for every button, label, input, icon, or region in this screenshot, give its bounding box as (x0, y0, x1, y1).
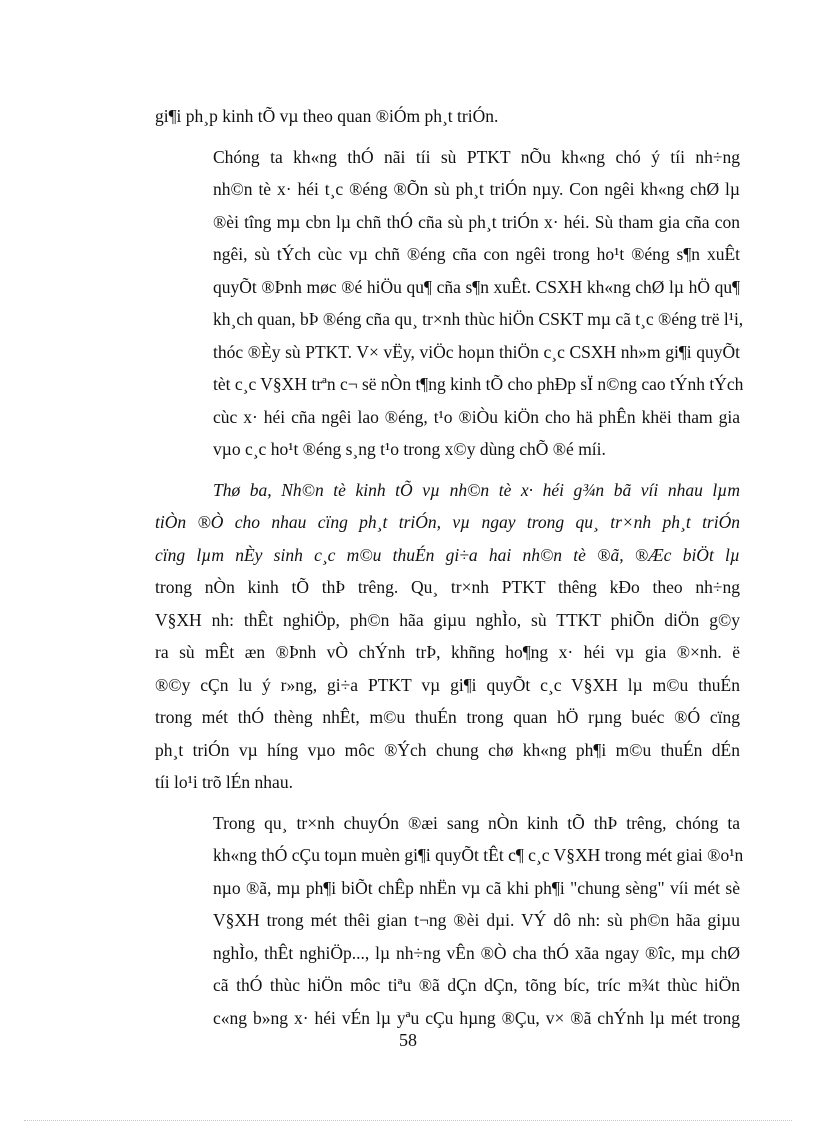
text-line: tèt c¸c V§XH trªn c¬ së nÒn t¶ng kinh tÕ cho phÐp sÏ n©ng cao tÝnh tÝch (213, 374, 744, 394)
text-line: c«ng b»ng x· héi vÉn lµ yªu cÇu hµng ®Çu, v× ®ã chÝnh lµ mét trong (213, 1007, 740, 1028)
text-line: ®èi tîng mµ cbn lµ chñ thÓ cña sù ph¸t triÓn x· héi. Sù tham gia cña con (213, 211, 740, 232)
text-line: quyÕt ®Þnh møc ®é hiÖu qu¶ cña s¶n xuÊt. CSXH kh«ng chØ lµ hÖ qu¶ (213, 276, 740, 297)
text-line: vµo c¸c ho¹t ®éng s¸ng t¹o trong x©y dùng chÕ ®é míi. (213, 439, 606, 459)
text-line: ngêi, sù tÝch cùc vµ chñ ®éng cña con ngêi trong ho¹t ®éng s¶n xuÊt (213, 244, 740, 264)
text-line: tíi lo¹i trõ lÉn nhau. (155, 772, 293, 792)
text-line: trong mét thÓ thèng nhÊt, m©u thuÉn trong quan hÖ rµng buéc ®Ó cïng (155, 707, 740, 727)
text-line: nghÌo, thÊt nghiÖp..., lµ nh÷ng vÊn ®Ò cha thÓ xãa ngay ®îc, mµ chØ (213, 942, 740, 963)
text-line: ph¸t triÓn vµ híng vµo môc ®Ých chung chø kh«ng ph¶i m©u thuÉn dÉn (155, 739, 740, 760)
paragraph-4 (155, 807, 744, 1035)
paragraph-2 (155, 141, 744, 466)
text-line: nh©n tè x· héi t¸c ®éng ®Õn sù ph¸t triÓn nµy. Con ngêi kh«ng chØ lµ (213, 179, 740, 199)
text-line: cã thÓ thùc hiÖn môc tiªu ®ã dÇn dÇn, tõng bíc, tríc m¾t thùc hiÖn (213, 975, 740, 995)
text-line: ®©y cÇn lu ý r»ng, gi÷a PTKT vµ gi¶i quyÕt c¸c V§XH lµ m©u thuÉn (155, 674, 740, 695)
text-line: kh«ng thÓ cÇu toµn muèn gi¶i quyÕt tÊt c¶ c¸c V§XH trong mét giai ®o¹n (213, 845, 744, 865)
text-line: ra sù mÊt æn ®Þnh vÒ chÝnh trÞ, khñng ho¶ng x· héi vµ gia ®×nh. ë (155, 642, 740, 662)
page-number: 58 (399, 1030, 417, 1050)
text-line: trong nÒn kinh tÕ thÞ trêng. Qu¸ tr×nh PTKT thêng kÐo theo nh÷ng (155, 577, 740, 597)
text-line: nµo ®ã, mµ ph¶i biÕt chÊp nhËn vµ cã khi ph¶i "chung sèng" víi mét sè (213, 877, 740, 898)
paragraph-1 (155, 100, 740, 133)
text-line: V§XH trong mét thêi gian t¬ng ®èi dµi. VÝ dô nh: sù ph©n hãa giµu (213, 910, 740, 930)
text-line: thóc ®Èy sù PTKT. V× vËy, viÖc hoµn thiÖn c¸c CSXH nh»m gi¶i quyÕt (213, 341, 740, 362)
text-line: cùc x· héi cña ngêi lao ®éng, t¹o ®iÒu kiÖn cho hä phÊn khëi tham gia (213, 406, 740, 427)
text-line: Chóng ta kh«ng thÓ nãi tíi sù PTKT nÕu kh«ng chó ý tíi nh÷ng (213, 146, 740, 167)
italic-text-line: tiÒn ®Ò cho nhau cïng ph¸t triÓn, vµ ngay trong qu¸ tr×nh ph¸t triÓn (155, 512, 740, 532)
italic-text-line: Thø ba, Nh©n tè kinh tÕ vµ nh©n tè x· héi g¾n bã víi nhau lµm (213, 479, 740, 500)
text-line: kh¸ch quan, bÞ ®éng cña qu¸ tr×nh thùc hiÖn CSKT mµ cã t¸c ®éng trë l¹i, (213, 309, 744, 329)
text-line: Trong qu¸ tr×nh chuyÓn ®æi sang nÒn kinh tÕ thÞ trêng, chóng ta (213, 812, 740, 833)
page-body (155, 100, 744, 1034)
paragraph-3 (155, 474, 740, 799)
text-line: gi¶i ph¸p kinh tÕ vµ theo quan ®iÓm ph¸t triÓn. (155, 106, 499, 126)
page-bottom-divider (24, 1120, 792, 1121)
text-line: V§XH nh: thÊt nghiÖp, ph©n hãa giµu nghÌo, sù TTKT phiÕn diÖn g©y (155, 609, 740, 630)
italic-text-line: cïng lµm nÈy sinh c¸c m©u thuÉn gi÷a hai nh©n tè ®ã, ®Æc biÖt lµ (155, 544, 740, 565)
